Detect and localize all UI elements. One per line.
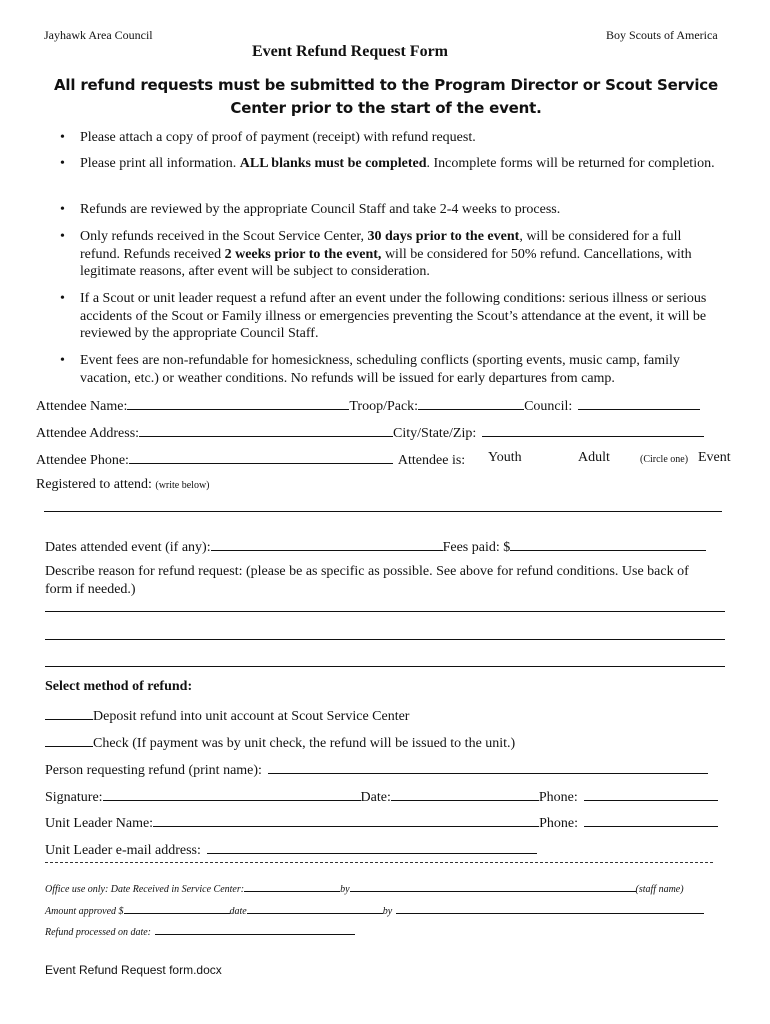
by-label: by [340, 884, 350, 895]
unit-leader-email-label: Unit Leader e-mail address: [45, 843, 201, 858]
describe-reason-label: Describe reason for refund request: (please be as specific as possible. See above for refund conditions. Use back of form if needed.) [45, 564, 689, 597]
reason-line-3[interactable] [45, 666, 725, 667]
dates-fees-row [45, 537, 706, 556]
attendee-address-row [36, 423, 704, 442]
attendee-phone-row [36, 450, 465, 469]
unit-leader-phone-label: Phone: [539, 816, 578, 831]
date-received-row [45, 881, 684, 895]
bullet-icon: • [60, 130, 65, 145]
reason-line-2[interactable] [45, 639, 725, 640]
write-below-hint: (write below) [155, 480, 210, 491]
received-by-field[interactable] [350, 881, 636, 892]
date-received-label: Office use only: Date Received in Service Center: [45, 884, 245, 895]
check-option-row [45, 733, 515, 752]
adult-option[interactable]: Adult [578, 450, 610, 465]
amount-approved-row [45, 903, 704, 917]
youth-option[interactable]: Youth [488, 450, 522, 465]
refund-processed-field[interactable] [155, 924, 355, 935]
signature-label: Signature: [45, 790, 103, 805]
unit-leader-email-row [45, 840, 537, 859]
date-field[interactable] [391, 787, 539, 801]
attendee-phone-field[interactable] [129, 450, 393, 464]
check-checkbox-line[interactable] [45, 733, 93, 747]
unit-leader-email-field[interactable] [207, 840, 537, 854]
bullet-icon: • [60, 156, 65, 171]
fees-paid-field[interactable] [510, 537, 706, 551]
fees-paid-label: Fees paid: $ [442, 540, 511, 555]
instruction-item: • Event fees are non-refundable for homesickness, scheduling conflicts (sporting events, music camp, family vacation, etc.) or weather conditions. No refunds will be issued for early departures from camp. [60, 353, 680, 386]
signature-row [45, 787, 718, 806]
phone-label: Phone: [538, 790, 578, 805]
registered-event-field[interactable] [44, 511, 722, 512]
attendee-is-label: Attendee is: [397, 453, 466, 468]
council-name: Jayhawk Area Council [44, 28, 153, 42]
deposit-option-row [45, 706, 409, 725]
approved-date-label: date [229, 906, 247, 917]
person-requesting-field[interactable] [268, 760, 708, 774]
unit-leader-name-field[interactable] [153, 813, 539, 827]
council-field[interactable] [578, 396, 700, 410]
unit-leader-name-label: Unit Leader Name: [45, 816, 154, 831]
office-use-divider [45, 862, 713, 863]
amount-approved-label: Amount approved $ [45, 906, 124, 917]
city-state-zip-label: City/State/Zip: [393, 426, 477, 441]
amount-approved-field[interactable] [124, 903, 230, 914]
troop-pack-field[interactable] [418, 396, 524, 410]
attendee-name-field[interactable] [127, 396, 349, 410]
approved-by-field[interactable] [396, 903, 704, 914]
dates-attended-field[interactable] [211, 537, 443, 551]
staff-name-label: (staff name) [635, 884, 684, 895]
registered-row [36, 477, 210, 493]
attendee-name-label: Attendee Name: [36, 399, 128, 414]
unit-leader-phone-field[interactable] [584, 813, 718, 827]
attendee-address-field[interactable] [139, 423, 393, 437]
instruction-item: • Only refunds received in the Scout Service Center, 30 days prior to the event, will be considered for a full refund. Refunds received 2 weeks prior to the event, will be considered for 50% refund. Cancellations, with legitimate reasons, after event will be subject to consideration. [60, 229, 692, 279]
signature-field[interactable] [103, 787, 361, 801]
council-label: Council: [524, 399, 573, 414]
refund-method-heading: Select method of refund: [45, 679, 193, 694]
date-received-field[interactable] [244, 881, 340, 892]
attendee-phone-label: Attendee Phone: [36, 453, 129, 468]
organization-name: Boy Scouts of America [606, 28, 718, 42]
submission-notice: All refund requests must be submitted to the Program Director or Scout Service Center prior to the start of the event. [54, 76, 718, 117]
refund-processed-label: Refund processed on date: [45, 927, 151, 938]
instruction-item: • Refunds are reviewed by the appropriate Council Staff and take 2-4 weeks to process. [60, 202, 561, 217]
document-filename: Event Refund Request form.docx [45, 963, 222, 977]
instruction-item: • Please attach a copy of proof of payment (receipt) with refund request. [60, 130, 476, 145]
phone-field[interactable] [584, 787, 718, 801]
attendee-name-row [36, 396, 700, 415]
refund-processed-row [45, 924, 355, 938]
approved-by-label: by [382, 906, 393, 917]
troop-pack-label: Troop/Pack: [349, 399, 419, 414]
date-label: Date: [360, 790, 391, 805]
instruction-item: • If a Scout or unit leader request a refund after an event under the following conditions: serious illness or serious accidents of the Scout or Family illness or emergencies preventing the Scout’s attendance at the event, it will be reviewed by the appropriate Council Staff. [60, 291, 707, 341]
approved-date-field[interactable] [247, 903, 383, 914]
form-title: Event Refund Request Form [252, 43, 448, 60]
bullet-icon: • [60, 291, 65, 306]
bullet-icon: • [60, 202, 65, 217]
bullet-icon: • [60, 353, 65, 368]
registered-label: Registered to attend: [36, 477, 152, 492]
bullet-icon: • [60, 229, 65, 244]
dates-attended-label: Dates attended event (if any): [45, 540, 211, 555]
deposit-option-label: Deposit refund into unit account at Scout Service Center [93, 709, 410, 724]
circle-one-hint: (Circle one) [640, 454, 689, 465]
deposit-checkbox-line[interactable] [45, 706, 93, 720]
unit-leader-row [45, 813, 718, 832]
check-option-label: Check (If payment was by unit check, the refund will be issued to the unit.) [93, 736, 516, 751]
attendee-address-label: Attendee Address: [36, 426, 140, 441]
instruction-item: • Please print all information. ALL blanks must be completed. Incomplete forms will be returned for completion. [60, 156, 715, 171]
person-requesting-row [45, 760, 708, 779]
city-state-zip-field[interactable] [482, 423, 704, 437]
reason-line-1[interactable] [45, 611, 725, 612]
event-option[interactable]: Event [698, 450, 731, 465]
person-requesting-label: Person requesting refund (print name): [45, 763, 262, 778]
